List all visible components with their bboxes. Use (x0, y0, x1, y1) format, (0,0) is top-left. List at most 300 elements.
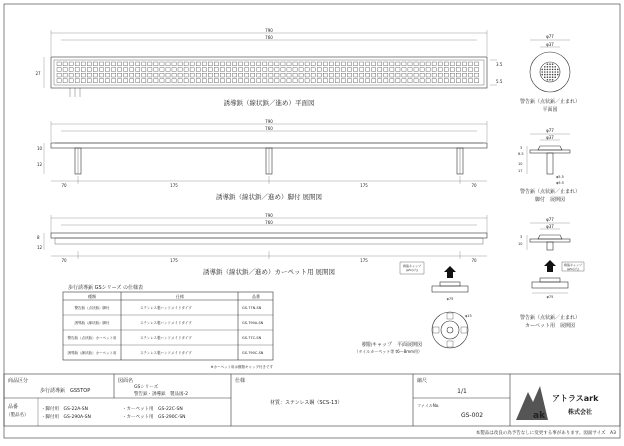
plan-stud-cell (124, 62, 128, 66)
plan-stud-cell (396, 68, 400, 72)
plan-stud-cell (208, 62, 212, 66)
plan-stud-cell (438, 68, 442, 72)
plan-stud-cell (426, 68, 430, 72)
plan-stud-cell (226, 73, 230, 77)
plan-stud-cell (317, 68, 321, 72)
warning-carpet-note-2: (φ5の穴) (566, 267, 580, 271)
warning-stud-dot (541, 71, 543, 73)
plan-stud-cell (232, 62, 236, 66)
plan-stud-cell (148, 62, 152, 66)
top-plan-view (35, 28, 502, 107)
plan-stud-cell (462, 79, 466, 83)
warning-plan-caption-2: 平面図 (542, 107, 558, 113)
resin-cap-inner (441, 321, 459, 339)
plan-stud-cell (335, 62, 339, 66)
plan-stud-cell (75, 79, 79, 83)
plan-stud-cell (432, 68, 436, 72)
plan-stud-cell (69, 79, 73, 83)
plan-stud-cell (299, 68, 303, 72)
plan-stud-cell (178, 73, 182, 77)
plan-stud-cell (360, 68, 364, 72)
plan-stud-cell (142, 73, 146, 77)
spec-row-4-part: GS-790C-SN (242, 351, 264, 355)
warning-legs-view (518, 128, 580, 203)
plan-stud-cell (317, 62, 321, 66)
plan-stud-cell (450, 62, 454, 66)
up-arrow-icon (544, 260, 556, 272)
plan-stud-cell (111, 79, 115, 83)
plan-stud-cell (263, 73, 267, 77)
plan-stud-cell (366, 79, 370, 83)
plan-stud-cell (154, 68, 158, 72)
company-logo (516, 386, 599, 421)
warning-stud-dot (547, 71, 549, 73)
resin-cap-view (354, 262, 471, 354)
plan-stud-cell (196, 79, 200, 83)
plan-stud-cell (347, 79, 351, 83)
plan-stud-cell (323, 79, 327, 83)
title-block (4, 374, 620, 426)
plan-inner-dim: 760 (265, 35, 273, 40)
plan-stud-cell (172, 73, 176, 77)
plan-stud-cell (269, 79, 273, 83)
warning-legs-side-3: 10 (518, 162, 523, 166)
plan-stud-cell (220, 68, 224, 72)
plan-stud-cell (81, 68, 85, 72)
plan-stud-cell (202, 68, 206, 72)
plan-stud-cell (269, 62, 273, 66)
plan-stud-cell (130, 79, 134, 83)
plan-stud-cell (93, 79, 97, 83)
warning-stud-dot (541, 69, 543, 71)
legs-overall-dim: 790 (265, 119, 273, 124)
plan-stud-cell (220, 73, 224, 77)
plan-stud-cell (420, 62, 424, 66)
warning-stud-dot (557, 69, 559, 71)
plan-stud-cell (245, 68, 249, 72)
warning-carpet-dome (538, 235, 562, 239)
plan-stud-cell (172, 62, 176, 66)
plan-stud-cell (426, 79, 430, 83)
plan-stud-cell (317, 79, 321, 83)
resin-cap-caption-2: （タイルカーペット等 t6〜8mm用） (354, 349, 422, 354)
warning-stud-dot (547, 63, 549, 65)
plan-stud-cell (130, 68, 134, 72)
plan-stud-cell (396, 73, 400, 77)
warning-stud-dot (547, 79, 549, 81)
warning-stud-dot (549, 71, 551, 73)
plan-stud-cell (263, 79, 267, 83)
plan-stud-cell (323, 62, 327, 66)
plan-stud-cell (105, 68, 109, 72)
plan-stud-cell (329, 68, 333, 72)
plan-stud-cell (263, 68, 267, 72)
plan-stud-cell (245, 73, 249, 77)
plan-side-dim: 27 (35, 71, 41, 76)
plan-stud-cell (426, 62, 430, 66)
plan-stud-cell (366, 62, 370, 66)
drawing-name-value-2: 警告鋲・誘導鋲 製品図-2 (134, 392, 188, 397)
plan-stud-cell (444, 79, 448, 83)
plan-stud-cell (160, 68, 164, 72)
plan-stud-cell (281, 79, 285, 83)
plan-stud-cell (468, 68, 472, 72)
plan-stud-cell (341, 68, 345, 72)
plan-stud-cell (414, 79, 418, 83)
plan-stud-cell (81, 73, 85, 77)
warning-stud-dot (554, 74, 556, 76)
plan-stud-cell (444, 73, 448, 77)
footer-note: 本製品は改良の為予告なしに変更する事があります。図面サイズ A3 (475, 431, 616, 436)
legs-bottom-dim-2: 175 (170, 183, 178, 188)
plan-stud-cell (323, 68, 327, 72)
warning-stud-dot (549, 66, 551, 68)
plan-stud-cell (93, 68, 97, 72)
plan-stud-cell (178, 62, 182, 66)
plan-stud-cell (257, 73, 261, 77)
plan-stud-cell (444, 62, 448, 66)
product-label-2: （製品名） (6, 413, 29, 418)
warning-stud-dot (549, 74, 551, 76)
plan-stud-cell (57, 73, 61, 77)
plan-stud-cell (402, 79, 406, 83)
plan-stud-cell (105, 73, 109, 77)
plan-stud-cell (293, 62, 297, 66)
plan-stud-cell (287, 62, 291, 66)
plan-stud-cell (329, 62, 333, 66)
spec-row-1-part: GS-77N-SN (242, 306, 262, 310)
plan-stud-cell (456, 68, 460, 72)
plan-stud-cell (166, 79, 170, 83)
plan-stud-cell (438, 73, 442, 77)
plan-stud-cell (208, 73, 212, 77)
resin-cap-outer (432, 312, 468, 348)
plan-stud-cell (311, 73, 315, 77)
plan-stud-cell (414, 73, 418, 77)
plan-stud-cell (160, 73, 164, 77)
warning-carpet-dim-2: φ37 (546, 224, 554, 229)
warning-legs-dim-1: φ77 (546, 128, 554, 133)
plan-stud-cell (311, 68, 315, 72)
warning-stud-dot (549, 76, 551, 78)
plan-stud-cell (408, 62, 412, 66)
plan-stud-cell (450, 68, 454, 72)
warning-stud-dot (552, 79, 554, 81)
warning-legs-dim-2: φ37 (546, 135, 554, 140)
warning-stud-dot (544, 66, 546, 68)
plan-stud-cell (438, 62, 442, 66)
plan-stud-cell (251, 73, 255, 77)
resin-cap-arrow-icon (444, 266, 456, 278)
warning-stud-dot (541, 74, 543, 76)
warning-stud-dots (541, 63, 558, 80)
plan-stud-cell (468, 62, 472, 66)
warning-legs-caption-1: 警告鋲（点状鋲／止まれ） (519, 189, 581, 195)
plan-stud-cell (220, 62, 224, 66)
plan-stud-cell (341, 79, 345, 83)
scale-label: 縮尺 (417, 378, 428, 384)
plan-stud-cell (81, 79, 85, 83)
plan-stud-cell (456, 62, 460, 66)
plan-stud-cell (172, 68, 176, 72)
plan-stud-cell (142, 62, 146, 66)
warning-legs-side-1: 3 (520, 146, 523, 150)
plan-stud-cell (154, 79, 158, 83)
company-name: アトラスark (552, 394, 599, 403)
spec-row-1-spec: ステンレス製ハンドメイドタイプ (140, 306, 192, 310)
plan-stud-cell (142, 79, 146, 83)
plan-stud-cell (329, 73, 333, 77)
plan-stud-cell (245, 79, 249, 83)
category-value: 歩行誘導鋲 GS5TOP (40, 388, 91, 394)
plan-overall-dim: 790 (265, 28, 273, 33)
legs-left-dim-2: 12 (37, 162, 43, 167)
plan-stud-cell (196, 68, 200, 72)
spec-row-3-type: 警告鋲（点状鋲）カーペット用 (67, 336, 117, 340)
plan-stud-cell (257, 62, 261, 66)
plan-stud-cell (87, 79, 91, 83)
plan-stud-cell (214, 73, 218, 77)
plan-stud-cell (99, 68, 103, 72)
plan-stud-cell (190, 68, 194, 72)
warning-carpet-view (518, 217, 584, 329)
plan-stud-cell (232, 73, 236, 77)
company-suffix: 株式会社 (568, 409, 593, 416)
plan-stud-cell (311, 62, 315, 66)
drawing-name-label: 図面名 (118, 378, 134, 384)
plan-stud-cell (390, 62, 394, 66)
carpet-bottom-dim-1: 70 (61, 258, 67, 263)
plan-stud-cell (148, 73, 152, 77)
plan-stud-cell (468, 79, 472, 83)
plan-stud-cell (360, 62, 364, 66)
warning-stud-dot (557, 71, 559, 73)
product-label-1: 品番 (8, 404, 19, 410)
plan-right-dim-2: 5.5 (496, 79, 503, 84)
plan-stud-cell (111, 62, 115, 66)
plan-stud-cell (353, 79, 357, 83)
plan-stud-cell (130, 62, 134, 66)
plan-stud-cell (275, 79, 279, 83)
spec-header-type: 種類 (88, 294, 96, 299)
plan-stud-cell (426, 73, 430, 77)
carpet-bottom-dim-4: 70 (471, 258, 477, 263)
plan-stud-cell (378, 73, 382, 77)
carpet-bar (51, 233, 487, 238)
plan-stud-cell (202, 79, 206, 83)
plan-stud-cell (245, 62, 249, 66)
warning-stud-dot (552, 71, 554, 73)
plan-stud-cell (414, 68, 418, 72)
plan-stud-cell (99, 79, 103, 83)
plan-stud-cell (118, 68, 122, 72)
plan-stud-cell (323, 73, 327, 77)
plan-stud-cell (468, 73, 472, 77)
plan-stud-cell (408, 79, 412, 83)
plan-stud-cell (69, 68, 73, 72)
plan-stud-cell (353, 73, 357, 77)
plan-stud-cell (299, 62, 303, 66)
warning-plan-caption-1: 警告鋲（点状鋲／止まれ） (519, 99, 581, 105)
plan-stud-cell (148, 68, 152, 72)
carpet-cap (55, 238, 483, 244)
plan-stud-cell (432, 79, 436, 83)
warning-legs-dim-4: φ9.5 (556, 181, 564, 185)
plan-stud-cell (462, 62, 466, 66)
resin-cap-caption-1: 樹脂キャップ 平面展開図 (361, 342, 422, 348)
plan-stud-cell (232, 79, 236, 83)
plan-stud-cell (353, 62, 357, 66)
spec-row-4-spec: ステンレス製ハンドメイドタイプ (140, 351, 192, 355)
plan-stud-cell (390, 79, 394, 83)
plan-stud-cell (257, 68, 261, 72)
material-text: 材質：ステンレス鋼（SCS-13） (270, 400, 343, 406)
legs-bottom-dim-1: 70 (61, 183, 67, 188)
plan-stud-cell (335, 79, 339, 83)
plan-stud-cell (432, 73, 436, 77)
plan-stud-cell (226, 79, 230, 83)
spec-table-title: 歩行誘導鋲 GSシリーズ の仕様表 (68, 285, 143, 291)
plan-stud-cell (372, 62, 376, 66)
plan-stud-cell (263, 62, 267, 66)
plan-stud-cell (396, 79, 400, 83)
resin-cap-note-1: 樹脂キャップ (402, 264, 422, 268)
warning-carpet-side-2: 10 (518, 242, 523, 246)
plan-stud-cell (335, 68, 339, 72)
file-label: ファイルNo. (417, 403, 440, 408)
warning-stud-dot (544, 71, 546, 73)
plan-stud-cell (293, 79, 297, 83)
plan-stud-cell (305, 73, 309, 77)
plan-stud-cell (474, 79, 478, 83)
plan-stud-cell (111, 68, 115, 72)
warning-stud-dot (552, 69, 554, 71)
warning-plan-view (520, 34, 580, 113)
plan-stud-cell (93, 62, 97, 66)
plan-stud-cell (142, 68, 146, 72)
plan-stud-cell (390, 73, 394, 77)
resin-cap-note-2: (φ5の穴) (405, 268, 419, 272)
resin-cap-side (432, 286, 468, 292)
plan-stud-cell (69, 62, 73, 66)
carpet-caption: 誘導鋲（線状鋲／進め）カーペット用 展開図 (202, 268, 336, 276)
plan-stud-cell (384, 73, 388, 77)
plan-stud-cell (444, 68, 448, 72)
spec-table (63, 284, 273, 369)
plan-stud-cell (251, 62, 255, 66)
plan-stud-cell (208, 68, 212, 72)
plan-stud-cell (293, 73, 297, 77)
sheet-border (4, 4, 620, 438)
plan-stud-cell (305, 62, 309, 66)
plan-stud-cell (311, 79, 315, 83)
plan-stud-cell (105, 62, 109, 66)
plan-stud-cell (214, 62, 218, 66)
plan-stud-cell (281, 68, 285, 72)
plan-stud-cell (396, 62, 400, 66)
warning-stud-dot (549, 63, 551, 65)
carpet-left-dim-1: 8 (37, 235, 40, 240)
carpet-bottom-dim-2: 175 (170, 258, 178, 263)
plan-stud-cell (57, 62, 61, 66)
plan-stud-cell (414, 62, 418, 66)
resin-cap-dim-2: φ15 (465, 314, 472, 318)
warning-stud-dot (554, 69, 556, 71)
plan-stud-cell (257, 79, 261, 83)
plan-stud-cell (118, 62, 122, 66)
plan-stud-cell (378, 68, 382, 72)
plan-stud-cell (214, 79, 218, 83)
plan-stud-cell (63, 79, 67, 83)
plan-stud-cell (239, 79, 243, 83)
plan-stud-cell (166, 68, 170, 72)
plan-stud-cell (420, 68, 424, 72)
plan-stud-cell (293, 68, 297, 72)
plan-stud-cell (378, 79, 382, 83)
plan-stud-cell (124, 68, 128, 72)
legs-bottom-dim-3: 175 (360, 183, 368, 188)
plan-stud-cell (184, 68, 188, 72)
plan-stud-cell (420, 73, 424, 77)
warning-stud-dot (547, 69, 549, 71)
plan-stud-cell (299, 73, 303, 77)
spec-row-3-part: GS-77C-SN (242, 336, 262, 340)
plan-stud-cell (269, 73, 273, 77)
plan-stud-cell (239, 73, 243, 77)
plan-stud-cell (202, 62, 206, 66)
spec-label: 仕様 (235, 378, 246, 384)
plan-stud-cell (366, 68, 370, 72)
plan-stud-cell (378, 62, 382, 66)
plan-stud-cell (232, 68, 236, 72)
plan-stud-cell (347, 68, 351, 72)
warning-carpet-caption-2: カーペット用 展開図 (524, 323, 576, 329)
plan-stud-cell (63, 73, 67, 77)
plan-stud-cell (99, 73, 103, 77)
plan-stud-cell (450, 73, 454, 77)
plan-stud-cell (124, 79, 128, 83)
plan-stud-cell (281, 62, 285, 66)
plan-bar-outline (51, 57, 487, 88)
warning-stud-dot (549, 79, 551, 81)
plan-stud-cell (160, 62, 164, 66)
plan-stud-cell (69, 73, 73, 77)
plan-stud-cell (438, 79, 442, 83)
plan-stud-cell (299, 79, 303, 83)
warning-stud-dot (544, 76, 546, 78)
plan-stud-cell (251, 68, 255, 72)
warning-carpet-caption-1: 警告鋲（点状鋲／止まれ） (519, 315, 581, 321)
plan-stud-cell (196, 62, 200, 66)
warning-stud-dot (549, 69, 551, 71)
plan-stud-cell (214, 68, 218, 72)
plan-stud-cell (450, 79, 454, 83)
resin-cap-dim-1: φ75 (446, 297, 454, 301)
plan-stud-cell (87, 73, 91, 77)
warning-plan-dim-1: φ77 (546, 34, 554, 39)
plan-stud-cell (384, 79, 388, 83)
plan-stud-cell (432, 62, 436, 66)
plan-stud-cell (178, 79, 182, 83)
plan-right-dim-1: 3.5 (496, 62, 503, 67)
plan-stud-cell (335, 73, 339, 77)
plan-stud-cell (239, 68, 243, 72)
warning-stud-dot (552, 66, 554, 68)
warning-stud-dot (547, 76, 549, 78)
plan-stud-cell (269, 68, 273, 72)
warning-stud-dot (554, 66, 556, 68)
plan-stud-cell (172, 79, 176, 83)
